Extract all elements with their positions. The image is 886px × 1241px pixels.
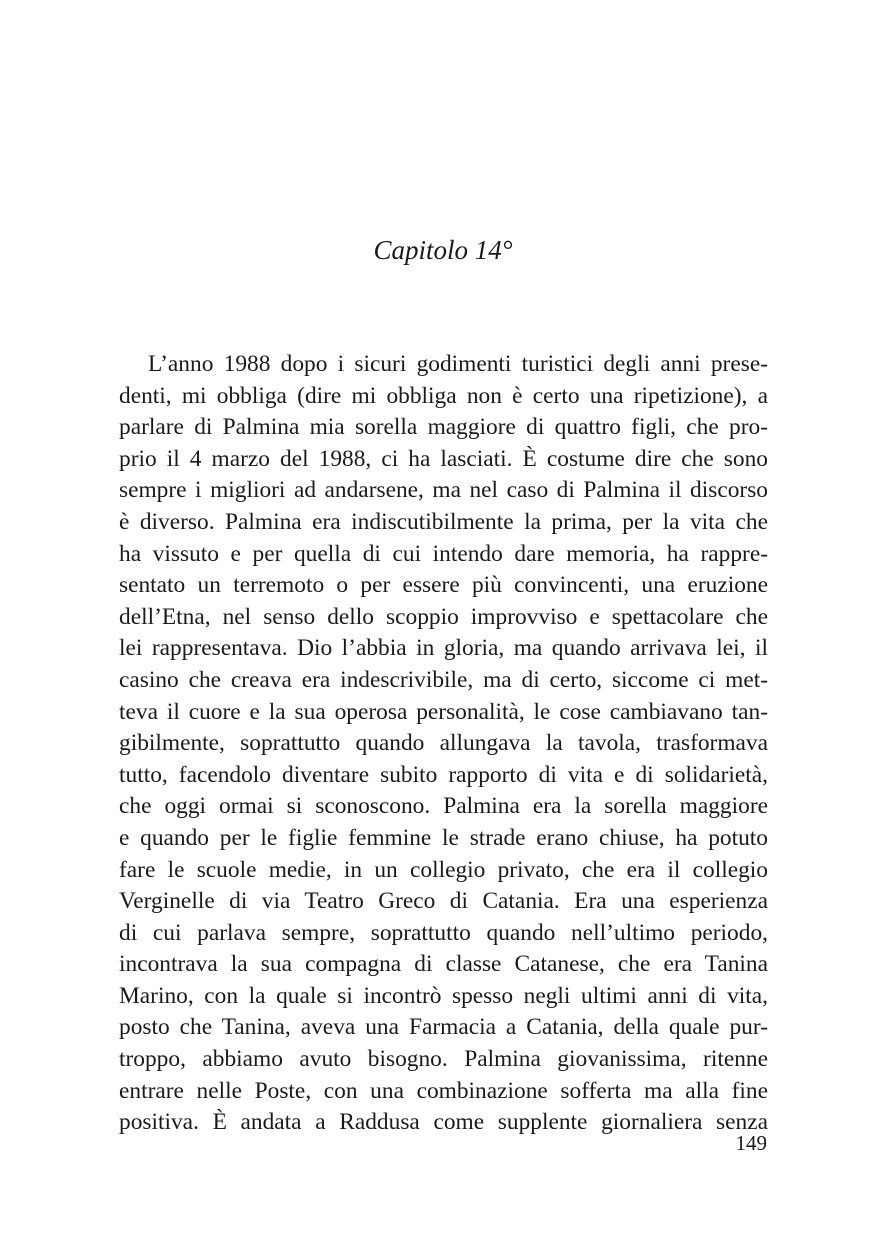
text-line: Marino, con la quale si incontrò spesso negli ultimi anni di vita, bbox=[119, 982, 768, 1009]
text-line: sentato un terremoto o per essere più convincenti, una eruzione bbox=[119, 572, 768, 599]
page-number: 149 bbox=[735, 1131, 767, 1155]
text-line: e quando per le figlie femmine le strade erano chiuse, ha potuto bbox=[119, 824, 768, 851]
chapter-title: Capitolo 14° bbox=[373, 235, 513, 265]
text-line: denti, mi obbliga (dire mi obbliga non è certo una ripetizione), a bbox=[119, 382, 768, 409]
body-paragraph bbox=[119, 349, 768, 1139]
text-line: dell’Etna, nel senso dello scoppio improvviso e spettacolare che bbox=[119, 603, 768, 630]
text-line: che oggi ormai si sconoscono. Palmina era la sorella maggiore bbox=[119, 793, 768, 820]
text-line: sempre i migliori ad andarsene, ma nel caso di Palmina il discorso bbox=[119, 477, 768, 504]
text-line: di cui parlava sempre, soprattutto quando nell’ultimo periodo, bbox=[119, 919, 768, 946]
text-line: positiva. È andata a Raddusa come supplente giornaliera senza bbox=[119, 1109, 768, 1136]
text-line: troppo, abbiamo avuto bisogno. Palmina giovanissima, ritenne bbox=[119, 1046, 768, 1073]
text-line: gibilmente, soprattutto quando allungava la tavola, trasformava bbox=[119, 730, 768, 757]
text-line: entrare nelle Poste, con una combinazione sofferta ma alla fine bbox=[119, 1077, 768, 1104]
text-line: posto che Tanina, aveva una Farmacia a Catania, della quale pur- bbox=[119, 1014, 768, 1041]
text-line: Verginelle di via Teatro Greco di Catania. Era una esperienza bbox=[119, 888, 768, 915]
text-line: prio il 4 marzo del 1988, ci ha lasciati. È costume dire che sono bbox=[119, 445, 768, 472]
text-line: teva il cuore e la sua operosa personalità, le cose cambiavano tan- bbox=[119, 698, 768, 725]
text-line: L’anno 1988 dopo i sicuri godimenti turistici degli anni prese- bbox=[148, 351, 768, 377]
text-line: tutto, facendolo diventare subito rapporto di vita e di solidarietà, bbox=[119, 761, 768, 788]
text-line: è diverso. Palmina era indiscutibilmente la prima, per la vita che bbox=[119, 508, 768, 535]
text-line: incontrava la sua compagna di classe Catanese, che era Tanina bbox=[119, 951, 768, 978]
text-line: lei rappresentava. Dio l’abbia in gloria, ma quando arrivava lei, il bbox=[119, 635, 768, 662]
text-line: casino che creava era indescrivibile, ma di certo, siccome ci met- bbox=[119, 666, 768, 693]
text-line: parlare di Palmina mia sorella maggiore di quattro figli, che pro- bbox=[119, 414, 768, 441]
text-line: fare le scuole medie, in un collegio privato, che era il collegio bbox=[119, 856, 768, 883]
text-line: ha vissuto e per quella di cui intendo dare memoria, ha rappre- bbox=[119, 540, 768, 567]
